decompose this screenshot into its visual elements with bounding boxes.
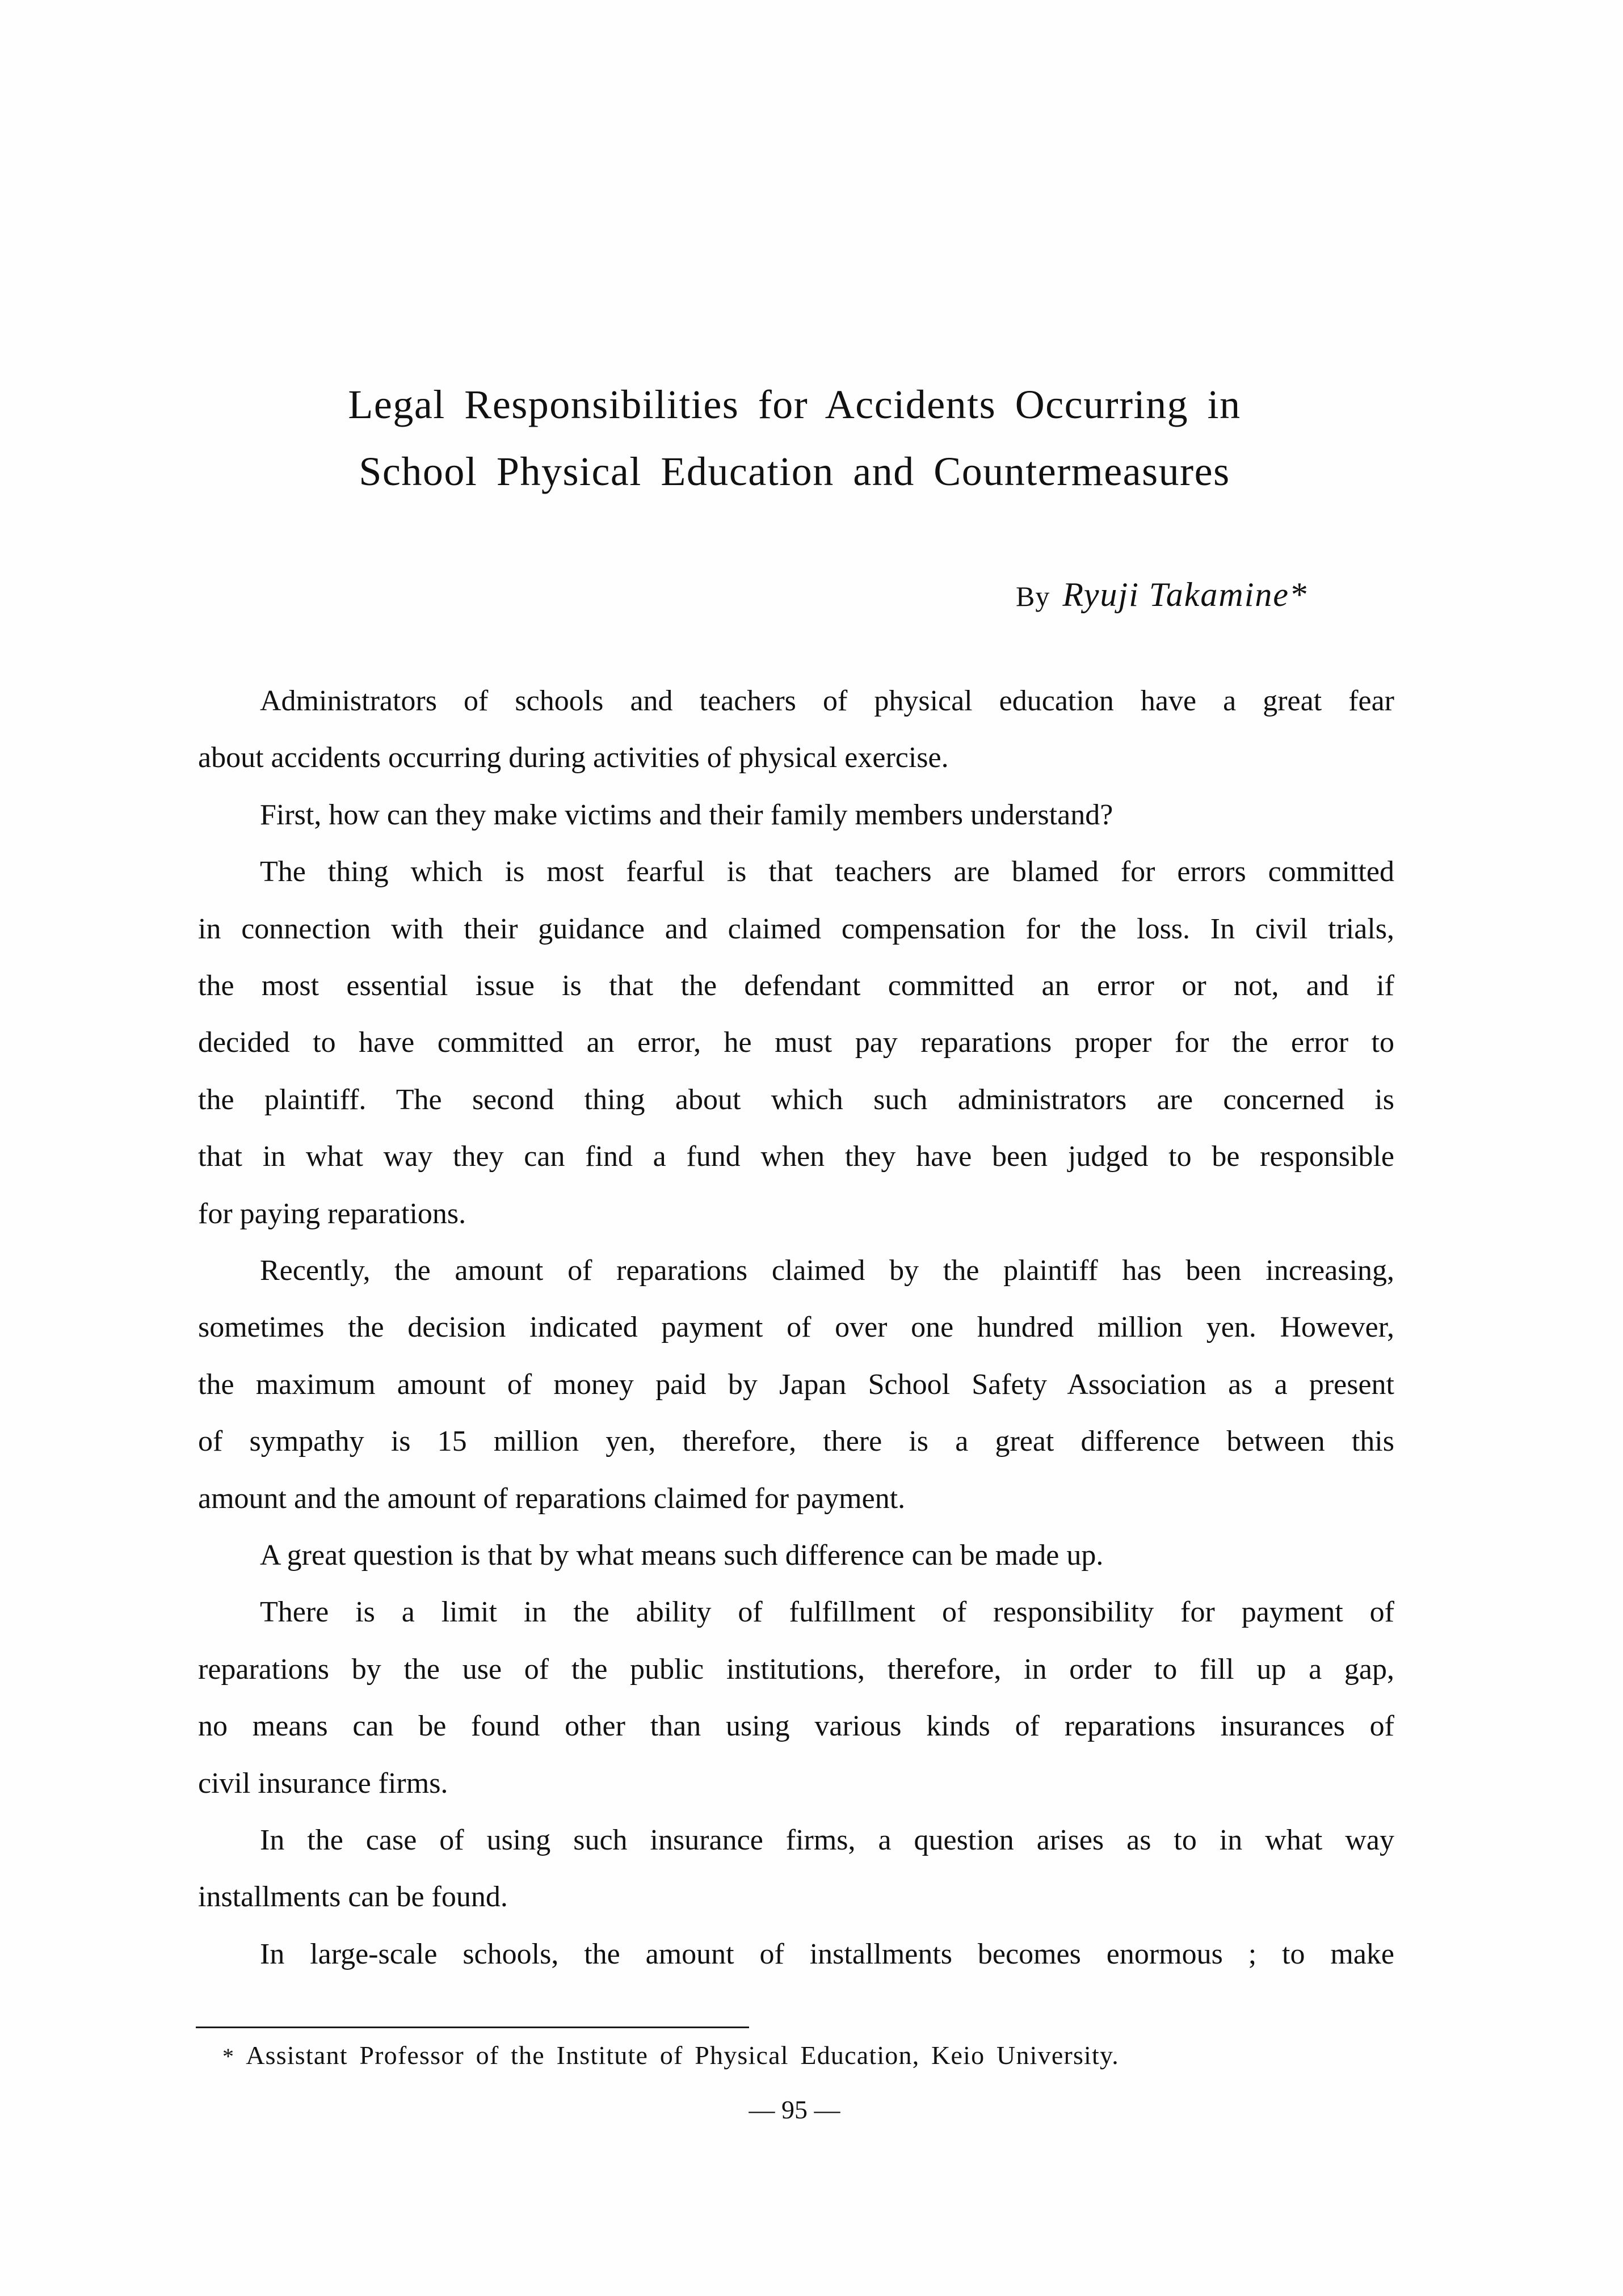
body-text-line: about accidents occurring during activities of physical exercise.: [198, 742, 949, 774]
body-text-line: for paying reparations.: [198, 1198, 466, 1230]
body-text-line: installments can be found.: [198, 1881, 508, 1913]
body-text-line: Administrators of schools and teachers of physical education have a great fear: [260, 685, 1394, 717]
article-title-line-2: School Physical Education and Countermeasures: [359, 449, 1230, 494]
body-text-line: civil insurance firms.: [198, 1767, 448, 1800]
body-text-line: in connection with their guidance and claimed compensation for the loss. In civil trials,: [198, 913, 1394, 945]
body-text-line: A great question is that by what means such difference can be made up.: [260, 1539, 1104, 1572]
byline-prefix: By: [1016, 580, 1050, 612]
author-name: Ryuji Takamine*: [1062, 576, 1308, 613]
author-byline: [1016, 578, 1307, 621]
body-text-line: decided to have committed an error, he must pay reparations proper for the error to: [198, 1026, 1394, 1059]
body-text-line: reparations by the use of the public institutions, therefore, in order to fill up a gap,: [198, 1653, 1394, 1686]
article-title-line-1: Legal Responsibilities for Accidents Occurring in: [348, 382, 1241, 427]
body-text-line: sometimes the decision indicated payment of over one hundred million yen. However,: [198, 1311, 1394, 1343]
footnote: [222, 2041, 1119, 2071]
body-text-line: First, how can they make victims and their family members understand?: [260, 799, 1113, 831]
body-text-line: no means can be found other than using various kinds of reparations insurances of: [198, 1710, 1394, 1742]
body-text-line: Recently, the amount of reparations claimed by the plaintiff has been increasing,: [260, 1254, 1394, 1287]
body-text-line: There is a limit in the ability of fulfillment of responsibility for payment of: [260, 1596, 1394, 1628]
footnote-text: Assistant Professor of the Institute of Physical Education, Keio University.: [246, 2041, 1119, 2070]
body-text-line: In the case of using such insurance firms, a question arises as to in what way: [260, 1824, 1394, 1856]
body-text-line: The thing which is most fearful is that teachers are blamed for errors committed: [260, 856, 1394, 888]
body-text-line: that in what way they can find a fund when they have been judged to be responsible: [198, 1140, 1394, 1173]
footnote-asterisk: *: [222, 2044, 235, 2069]
body-text-line: the maximum amount of money paid by Japan School Safety Association as a present: [198, 1368, 1394, 1401]
body-text-line: In large-scale schools, the amount of installments becomes enormous ; to make: [260, 1938, 1394, 1970]
body-text-line: amount and the amount of reparations claimed for payment.: [198, 1482, 906, 1515]
body-text-line: the plaintiff. The second thing about which such administrators are concerned is: [198, 1084, 1394, 1116]
body-text-line: of sympathy is 15 million yen, therefore, there is a great difference between this: [198, 1425, 1394, 1457]
body-text-line: the most essential issue is that the defendant committed an error or not, and if: [198, 970, 1394, 1002]
footnote-divider: [196, 2027, 749, 2028]
page-number: — 95 —: [749, 2095, 840, 2124]
